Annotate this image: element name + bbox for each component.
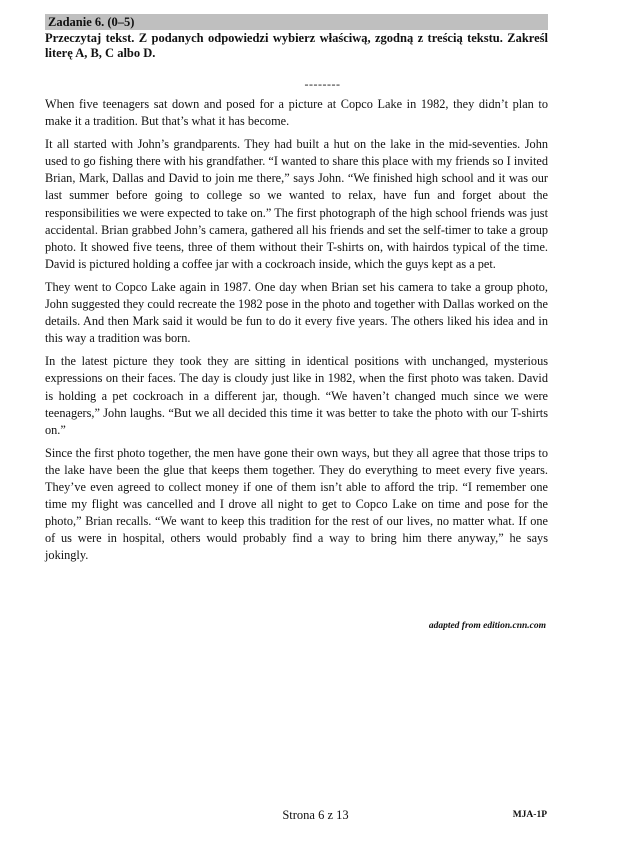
task-title: Zadanie 6. (0–5) (48, 15, 135, 29)
task-header-bar (45, 14, 548, 30)
separator-dashes: -------- (304, 77, 341, 91)
article-paragraph-4: In the latest picture they took they are sitting in identical positions with unchanged, mysterious expressions on their faces. The day is cloudy just like in 1982, when the first photo was taken. David is holding a pet cockroach in a different jar, though. “We haven’t changed much since we were teenagers,” John laughs. “But we all decided this time it was better to take the photo with our T-shirts on.” (45, 354, 548, 437)
exam-code: MJA-1P (512, 810, 547, 820)
article-paragraph-1: When five teenagers sat down and posed for a picture at Copco Lake in 1982, they didn’t plan to make it a tradition. But that’s what it has become. (45, 97, 548, 129)
article-paragraph-2: It all started with John’s grandparents. They had built a hut on the lake in the mid-seventies. John used to go fishing there with his grandfather. “I wanted to share this place with my friends so I invited Brian, Mark, Dallas and David to join me there,” says John. “We finished high school and it was our last summer before going to college so we wanted to relax, have fun and forget about the responsibilities we were expected to take on.” The first photograph of the high school friends was just accidental. Brian grabbed John’s camera, gathered all his friends and set the self-timer to take a group photo. It showed five teens, three of them without their T-shirts on, with hairdos typical of the time. David is pictured holding a coffee jar with a cockroach inside, which the guys kept as a pet. (45, 137, 548, 271)
article-paragraph-5: Since the first photo together, the men have gone their own ways, but they all agree that those trips to the lake have been the glue that keeps them together. They do everything to meet every five years. They’ve even agreed to collect money if one of them isn’t able to afford the trip. “I remember one time my flight was cancelled and I drove all night to get to Copco Lake on time and pose for the photo,” Brian recalls. “We want to keep this tradition for the rest of our lives, no matter what. If one of us were in hospital, others would probably find a way to bring him there anyway,” he says jokingly. (45, 445, 548, 563)
article-paragraph-3: They went to Copco Lake again in 1987. One day when Brian set his camera to take a group photo, John suggested they could recreate the 1982 pose in the photo and together with Dallas worked on the details. And then Mark said it would be fun to do it every five years. The others liked his idea and in this way a tradition was born. (45, 279, 548, 346)
article-source: adapted from edition.cnn.com (428, 621, 546, 631)
separator (0, 78, 625, 90)
article-text (45, 96, 548, 570)
page-number: Strona 6 z 13 (282, 808, 349, 822)
task-instruction: Przeczytaj tekst. Z podanych odpowiedzi wybierz właściwą, zgodną z treścią tekstu. Zakreśl literę A, B, C albo D. (45, 31, 548, 60)
